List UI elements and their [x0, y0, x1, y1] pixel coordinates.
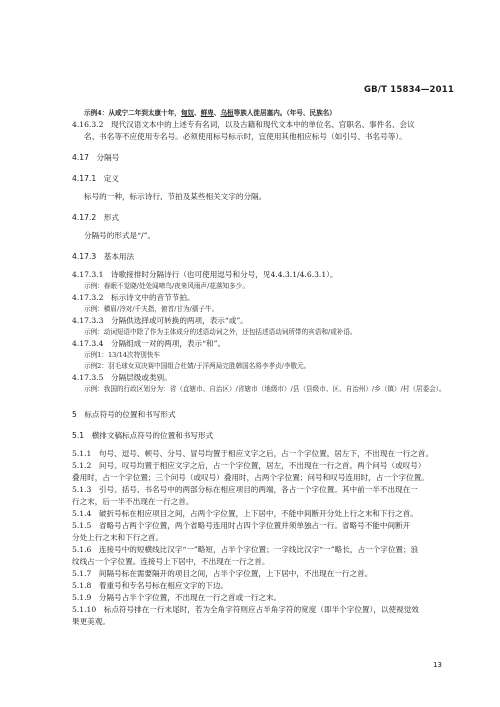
heading-4-17: 4.17 分隔号: [72, 153, 120, 162]
example-4-17-3-2: 示例：横眉/冷对/千夫指，俯首/甘为/孺子牛。: [84, 305, 219, 313]
clause-5-1-9: 5.1.9 分隔号占半个字位置，不出现在一行之首或一行之末。: [72, 593, 282, 602]
example-4-17-3-4-2: 示例2：羽毛球女双决赛中国组合杜婧/于洋两局完胜韩国名将李孝贞/李敬元。: [84, 362, 311, 370]
clause-5-1-4: 5.1.4 破折号标在相应项目之间，占两个字位置，上下居中，不能中间断开分处上行之末和下行之首。: [72, 509, 418, 518]
clause-5-1-6-line1: 5.1.6 连接号中的短横线比汉字“一”略短，占半个字位置；一字线比汉字“一”略长，占一个字位置；浪: [72, 545, 419, 554]
clause-5-1-1: 5.1.1 句号、逗号、顿号、分号、冒号均置于相应文字之后，占一个字位置，居左下，不出现在一行之首。: [72, 449, 434, 458]
definition-4-17-1: 标号的一种，标示诗行、节拍及某些相关文字的分隔。: [84, 192, 267, 201]
heading-5: 5 标点符号的位置和书写形式: [72, 410, 176, 419]
clause-5-1-7: 5.1.7 间隔号标在需要隔开的项目之间，占半个字位置，上下居中，不出现在一行之首。: [72, 569, 373, 578]
clause-4-17-3-3: 4.17.3.3 分隔供选择或可转换的两项，表示“或”。: [72, 316, 248, 325]
form-4-17-2: 分隔号的形式是“/”。: [84, 231, 156, 240]
clause-5-1-2-line1: 5.1.2 问号、叹号均置于相应文字之后，占一个字位置，居左，不出现在一行之首。两个问号（或叹号）: [72, 461, 426, 470]
standard-number: GB/T 15834—2011: [363, 85, 454, 95]
heading-4-17-2: 4.17.2 形式: [72, 213, 119, 222]
page-number: 13: [433, 661, 442, 669]
clause-5-1-3-line2: 行之末，后一半不出现在一行之首。: [72, 497, 194, 506]
heading-4-17-1: 4.17.1 定义: [72, 174, 119, 183]
clause-5-1-3-line1: 5.1.3 引号、括号、书名号中的两部分标在相应项目的两端，各占一个字位置。其中前一半不出现在一: [72, 485, 418, 494]
clause-4-17-3-5: 4.17.3.5 分隔层级或类别。: [72, 373, 172, 382]
example-4-17-3-5: 示例：我国的行政区划分为：省（直辖市、自治区）/省辖市（地级市）/县（县级市、区、自治州）/乡（镇）/村（居委会）。: [84, 385, 446, 393]
example-4-17-3-1: 示例：春眠不觉晓/处处闻啼鸟/夜来风雨声/花落知多少。: [84, 282, 249, 290]
clause-5-1-6-line2: 纹线占一个字位置。连接号上下居中，不出现在一行之首。: [72, 557, 270, 566]
clause-5-1-5-line2: 分处上行之末和下行之首。: [72, 533, 164, 542]
clause-4-17-3-4: 4.17.3.4 分隔组成一对的两项，表示“和”。: [72, 339, 226, 348]
example-4: 示例4：从咸宁二年到太康十年，匈奴、鲜卑、乌桓等族人徙居塞内。（年号、民族名）: [84, 109, 336, 117]
example-4-17-3-4-1: 示例1：13/14次特别快车: [84, 351, 160, 359]
document-body: [72, 108, 464, 628]
clause-5-1-10-line1: 5.1.10 标点符号排在一行末尾时，若为全角字符则应占半角字符的宽度（即半个字位置），以使视觉效: [72, 605, 419, 614]
clause-5-1-10-line2: 果更美观。: [72, 617, 110, 626]
clause-4-16-3-2-line2: 名、书名等不应使用专名号。必须使用标号标示时，宜使用其他相应标号（如引号、书名号等）。: [84, 132, 407, 141]
heading-5-1: 5.1 横排文稿标点符号的位置和书写形式: [72, 431, 214, 440]
clause-4-16-3-2-line1: 4.16.3.2 现代汉语文本中的上述专有名词，以及古籍和现代文本中的单位名、官职名、事件名、会议: [72, 120, 415, 129]
clause-5-1-8: 5.1.8 着重号和专名号标在相应文字的下边。: [72, 581, 229, 590]
clause-4-17-3-2: 4.17.3.2 标示诗文中的音节节拍。: [72, 293, 195, 302]
clause-5-1-2-line2: 叠用时，占一个字位置；三个问号（或叹号）叠用时，占两个字位置；问号和叹号连用时，占一个字位置。: [72, 473, 429, 482]
clause-4-17-3-1: 4.17.3.1 诗歌接排时分隔诗行（也可使用逗号和分号，见4.4.3.1/4.6.3.1）。: [72, 270, 338, 279]
heading-4-17-3: 4.17.3 基本用法: [72, 252, 135, 261]
example-4-17-3-3: 示例：动词短语中除了作为主体成分的述语动词之外，还包括述语动词所带的宾语和/或补语。: [84, 328, 357, 336]
clause-5-1-5-line1: 5.1.5 省略号占两个字位置，两个省略号连用时占四个字位置并须单独占一行。省略号不能中间断开: [72, 521, 411, 530]
